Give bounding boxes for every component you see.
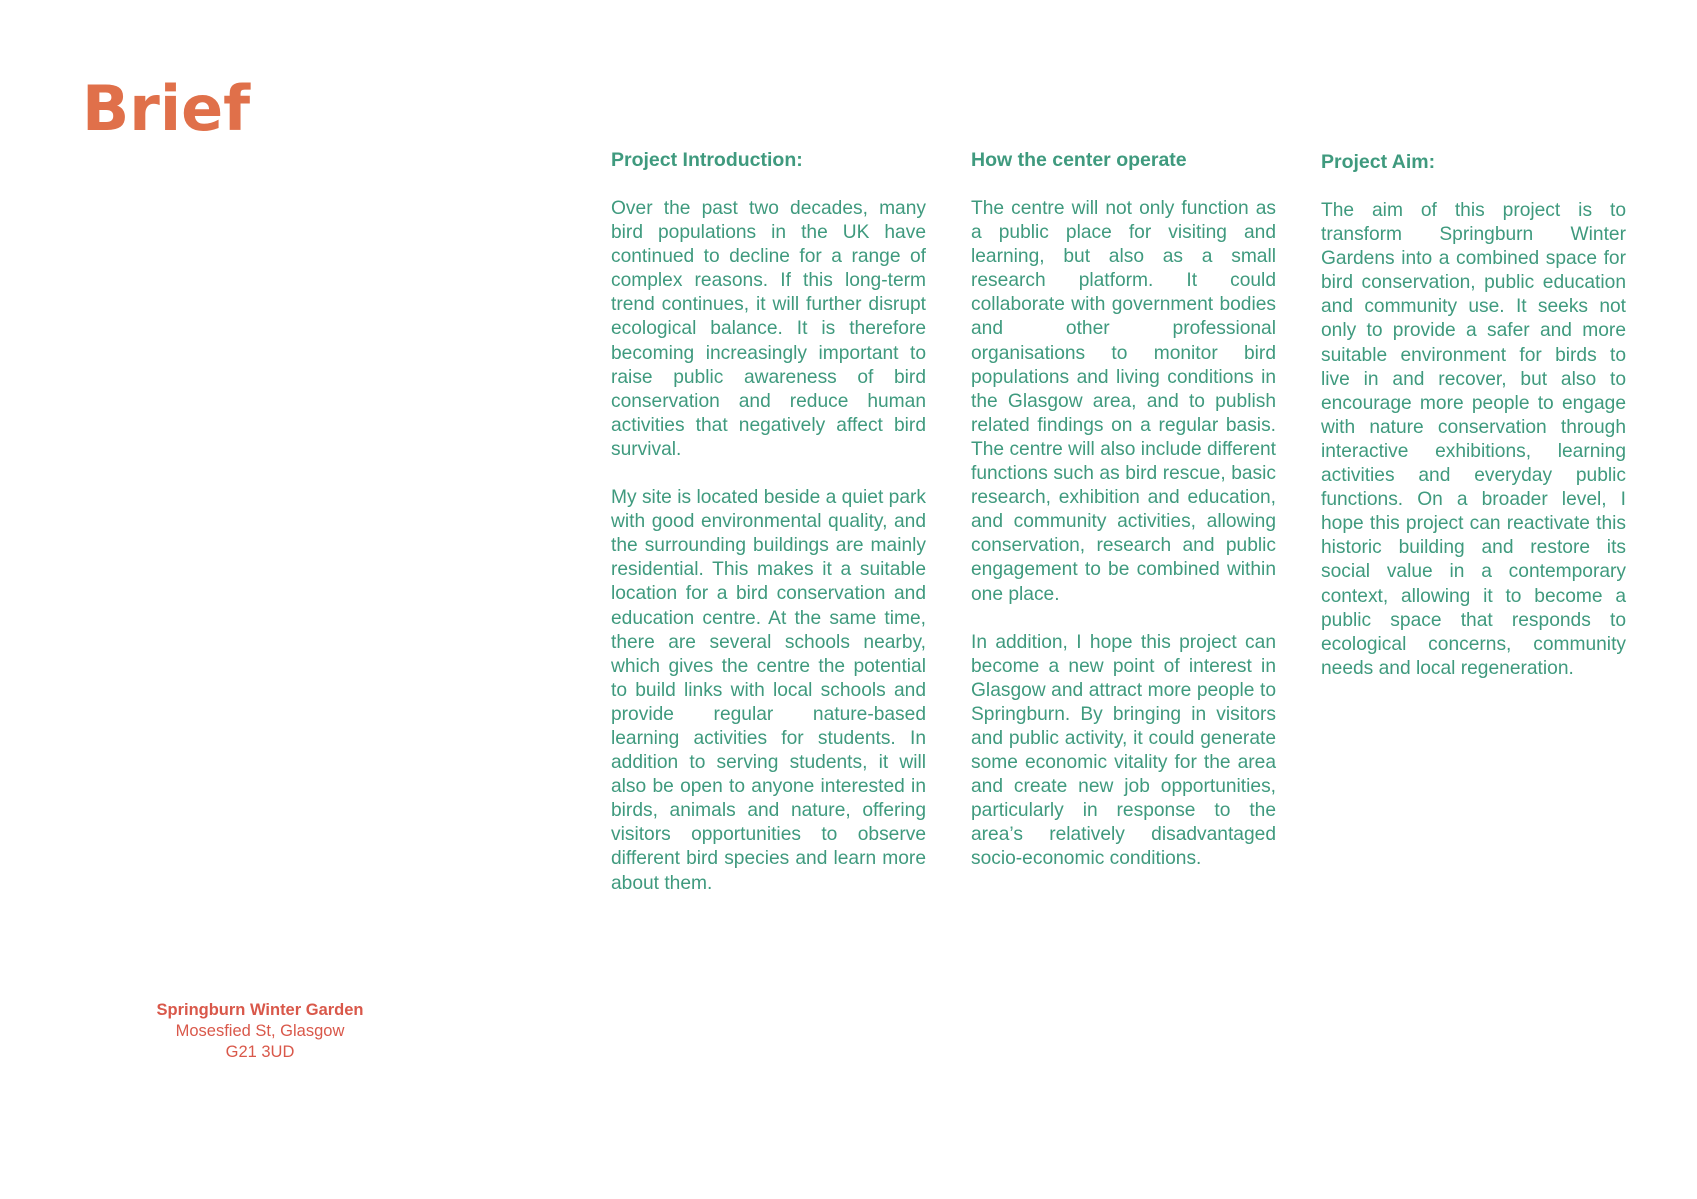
project-introduction-paragraph-1: Over the past two decades, many bird populations in the UK have continued to decline for a range of complex reasons. If this long-term trend continues, it will further disrupt ecological balance. It is therefore becoming increasingly important to raise public awareness of bird conservation and reduce human activities that negatively affect bird survival. bbox=[611, 198, 926, 460]
center-operation-section bbox=[971, 147, 1276, 896]
project-introduction-section bbox=[611, 147, 926, 920]
project-aim-section bbox=[1321, 147, 1626, 705]
center-operation-paragraph-2: In addition, I hope this project can become a new point of interest in Glasgow and attract more people to Springburn. By bringing in visitors and public activity, it could generate some economic vitality for the area and create new job opportunities, particularly in response to the area’s relatively disadvantaged socio-economic conditions. bbox=[971, 631, 1276, 870]
project-aim-paragraph-1: The aim of this project is to transform Springburn Winter Gardens into a combined space for bird conservation, public education and community use. It seeks not only to provide a safer and more suitable environment for birds to live in and recover, but also to encourage more people to engage with nature conservation through interactive exhibitions, learning activities and everyday public functions. On a broader level, I hope this project can reactivate this historic building and restore its social value in a contemporary context, allowing it to become a public space that responds to ecological concerns, community needs and local regeneration. bbox=[1321, 200, 1626, 679]
site-street: Mosesfied St, Glasgow bbox=[175, 1022, 345, 1040]
center-operation-paragraph-1: The centre will not only function as a public place for visiting and learning, but also as a small research platform. It could collaborate with government bodies and other professional organisations to monitor bird populations and living conditions in the Glasgow area, and to publish related findings on a regular basis. The centre will also include different functions such as bird rescue, basic research, exhibition and education, and community activities, allowing conservation, research and public engagement to be combined within one place. bbox=[971, 198, 1276, 605]
project-aim-heading: Project Aim: bbox=[1321, 151, 1436, 173]
project-introduction-paragraph-2: My site is located beside a quiet park with good environmental quality, and the surrounding buildings are mainly residential. This makes it a suitable location for a bird conservation and education centre. At the same time, there are several schools nearby, which gives the centre the potential to build links with local schools and provide regular nature-based learning activities for students. In addition to serving students, it will also be open to anyone interested in birds, animals and nature, offering visitors opportunities to observe different bird species and learn more about them. bbox=[611, 487, 926, 894]
page-title: Brief bbox=[82, 72, 251, 145]
site-postcode: G21 3UD bbox=[225, 1043, 295, 1061]
center-operation-heading: How the center operate bbox=[971, 149, 1187, 171]
project-introduction-heading: Project Introduction: bbox=[611, 149, 803, 171]
site-name: Springburn Winter Garden bbox=[156, 1001, 364, 1019]
site-address bbox=[120, 1000, 400, 1063]
